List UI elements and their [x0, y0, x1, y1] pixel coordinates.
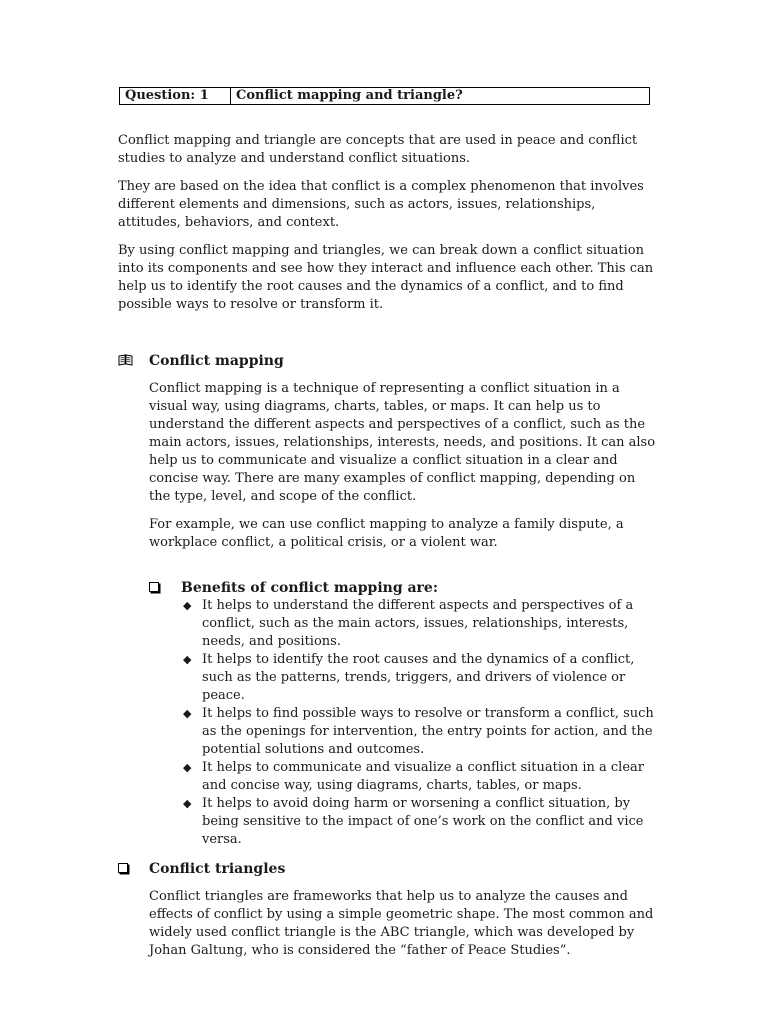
benefits-list — [183, 597, 658, 849]
diamond-bullet-icon: ◆ — [183, 761, 192, 774]
intro-paragraph-3: By using conflict mapping and triangles, we can break down a conflict situation into its components and see how they interact and influence each other. This can help us to identify the root causes and the dynamics of a conflict, and to find possible ways to resolve or transform it. — [118, 243, 654, 312]
benefit-text: It helps to find possible ways to resolve or transform a conflict, such as the openings for intervention, the entry points for action, and the potential solutions and outcomes. — [202, 706, 654, 757]
benefit-text: It helps to understand the different aspects and perspectives of a conflict, such as the main actors, issues, relationships, interests, needs, and positions. — [202, 598, 634, 649]
checkbox-bullet-icon — [118, 860, 128, 878]
list-item — [183, 651, 658, 705]
intro-paragraph-2: They are based on the idea that conflict is a complex phenomenon that involves different elements and dimensions, such as actors, issues, relationships, attitudes, behaviors, and context. — [118, 179, 644, 230]
diamond-bullet-icon: ◆ — [183, 653, 192, 666]
triangles-paragraph: Conflict triangles are frameworks that help us to analyze the causes and effects of conflict by using a simple geometric shape. The most common and widely used conflict triangle is the ABC triangle, which was developed by Johan Galtung, who is considered the “father of Peace Studies”. — [149, 889, 654, 958]
conflict-mapping-heading-text: Conflict mapping — [149, 353, 284, 369]
intro-paragraph-1: Conflict mapping and triangle are concepts that are used in peace and conflict studies to analyze and understand conflict situations. — [118, 133, 638, 166]
conflict-mapping-heading — [149, 352, 658, 370]
mapping-paragraph-2: For example, we can use conflict mapping to analyze a family dispute, a workplace conflict, a political crisis, or a violent war. — [149, 517, 624, 550]
benefit-text: It helps to identify the root causes and the dynamics of a conflict, such as the patterns, trends, triggers, and drivers of violence or peace. — [202, 652, 635, 703]
benefits-heading — [181, 579, 658, 597]
conflict-triangles-heading-text: Conflict triangles — [149, 861, 286, 877]
mapping-paragraph-1: Conflict mapping is a technique of representing a conflict situation in a visual way, using diagrams, charts, tables, or maps. It can help us to understand the different aspects and perspectives of a conflict, such as the main actors, issues, relationships, interests, needs, and positions. It can also help us to communicate and visualize a conflict situation in a clear and concise way. There are many examples of conflict mapping, depending on the type, level, and scope of the conflict. — [149, 381, 656, 504]
list-item — [183, 795, 658, 849]
list-item — [183, 759, 658, 795]
question-number: Question: 1 — [120, 88, 231, 105]
benefit-text: It helps to avoid doing harm or worsening a conflict situation, by being sensitive to the impact of one’s work on the conflict and vice versa. — [202, 796, 644, 847]
diamond-bullet-icon: ◆ — [183, 797, 192, 810]
benefits-heading-text: Benefits of conflict mapping are: — [181, 580, 439, 596]
list-item — [183, 705, 658, 759]
diamond-bullet-icon: ◆ — [183, 707, 192, 720]
benefit-text: It helps to communicate and visualize a conflict situation in a clear and concise way, using diagrams, charts, tables, or maps. — [202, 760, 644, 793]
book-icon — [118, 352, 133, 370]
diamond-bullet-icon: ◆ — [183, 599, 192, 612]
question-table — [119, 87, 650, 105]
document-page — [118, 87, 658, 960]
question-title: Conflict mapping and triangle? — [231, 88, 650, 105]
list-item — [183, 597, 658, 651]
conflict-triangles-heading — [149, 860, 658, 878]
checkbox-bullet-icon — [149, 579, 159, 597]
